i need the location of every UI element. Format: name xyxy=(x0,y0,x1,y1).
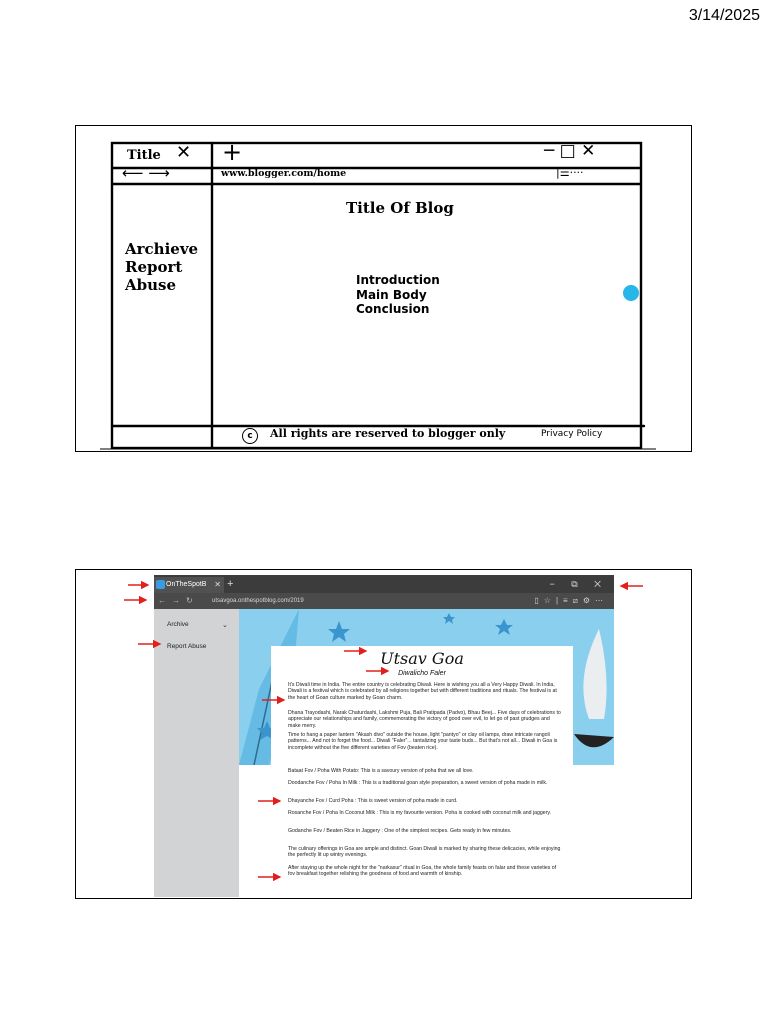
tab-close-icon[interactable]: ✕ xyxy=(214,580,221,589)
toolbar-icons[interactable]: ▯☆|≡⧄⚙⋯ xyxy=(534,596,608,605)
sketch-window-controls: ─ □ ✕ xyxy=(544,141,596,161)
sketch-archive: Archieve xyxy=(125,240,199,258)
sketch-abuse: Abuse xyxy=(125,276,177,294)
paragraph: It's Diwali time in India. The entire country is celebrating Diwali. Here is wishing you all a Very Happy Diwali. In India, Diwali is a festival which is celebrated by all religions together but with different traditions and rituals. The festival is at the heart of Goan culture marked by Goan charm. xyxy=(288,682,557,701)
paragraph: After staying up the whole night for the "narkasur" ritual in Goa, the whole family feasts on falar and these varieties of fov breakfast together relishing the goodness of food and warmth of kinship. xyxy=(288,865,557,878)
paragraph: Bataat Fov / Poha With Potato: This is a savoury version of poha that we all love. xyxy=(288,768,474,774)
chevron-down-icon[interactable]: ⌄ xyxy=(222,622,228,629)
sketch-close-icon: ✕ xyxy=(176,142,192,163)
paragraph: Dhana Trayodashi, Narak Chaturdashi, Lakshmi Puja, Bali Pratipada (Padvo), Bhau Beej... Five days of celebrations to appreciate our relationships and family, commemorating the victory of good over evil, to let go of past grudges and make merry. xyxy=(288,710,561,729)
sketch-tab-title: Title xyxy=(127,148,161,163)
slide-date: 3/14/2025 xyxy=(688,7,760,24)
sketch-back-forward: ⟵ ⟶ xyxy=(122,164,170,182)
window-controls[interactable]: − ⧉ ✕ xyxy=(549,579,608,589)
paragraph: Time to hang a paper lantern "Akash divo" outside the house, light "pantyo" or clay oil lamps, draw intricate rangoli patterns... And not to forget the food... Diwali "Faler"... tantalizing your taste buds... But that's not all... Diwali in Goa is incomplete without the five different varieties of Fov (beaten rice). xyxy=(288,732,558,751)
sketch-url: www.blogger.com/home xyxy=(221,168,347,179)
sketch-footer-text: All rights are reserved to blogger only xyxy=(270,427,506,440)
sketch-body-sections xyxy=(356,273,440,317)
sketch-conclusion: Conclusion xyxy=(356,302,430,316)
new-tab-button[interactable]: + xyxy=(227,578,234,590)
annotation-arrows xyxy=(76,570,692,899)
paragraph: Rosanche Fov / Poha In Coconut Milk : This is my favourite version. Poha is cooked with coconut milk and jaggery. xyxy=(288,810,552,816)
sketch-privacy-policy: Privacy Policy xyxy=(541,429,603,439)
sidebar-item-archive[interactable]: Archive xyxy=(167,621,189,628)
tab-label: OnTheSpotB xyxy=(166,581,207,588)
paragraph: Godanche Fov / Beaten Rice in Jaggery : One of the simplest recipes. Gets ready in few minutes. xyxy=(288,828,512,834)
sketch-plus-icon: + xyxy=(222,138,243,166)
browser-screenshot-frame xyxy=(75,569,692,899)
paragraph: The culinary offerings in Goa are ample and distinct. Goan Diwali is marked by sharing these delicacies, while enjoying the perfectly lit up wintry evenings. xyxy=(288,846,561,859)
wireframe-sketch xyxy=(75,125,692,452)
sketch-copyright-icon: c xyxy=(242,428,258,444)
blog-title: Utsav Goa xyxy=(380,649,464,668)
sketch-menu-icon: |☰···· xyxy=(556,166,584,179)
sketch-blog-title: Title Of Blog xyxy=(346,199,454,217)
sketch-report: Report xyxy=(125,258,183,276)
sketch-introduction: Introduction xyxy=(356,273,440,287)
paragraph: Doodanche Fov / Poha In Milk : This is a traditional goan style preparation, a sweet version of poha made in milk. xyxy=(288,780,548,786)
nav-controls[interactable]: ←→↻ xyxy=(158,596,199,605)
paragraph: Dhayanche Fov / Curd Poha : This is sweet version of poha made in curd. xyxy=(288,798,458,804)
sketch-sidebar-links xyxy=(125,240,198,294)
sidebar-item-report-abuse[interactable]: Report Abuse xyxy=(167,643,207,650)
sketch-main-body: Main Body xyxy=(356,287,427,302)
url-field[interactable]: utsavgoa.onthespotblog.com/2019 xyxy=(212,598,304,604)
pen-cursor-dot xyxy=(623,285,639,301)
blog-subtitle: Diwalicho Faler xyxy=(398,670,446,677)
